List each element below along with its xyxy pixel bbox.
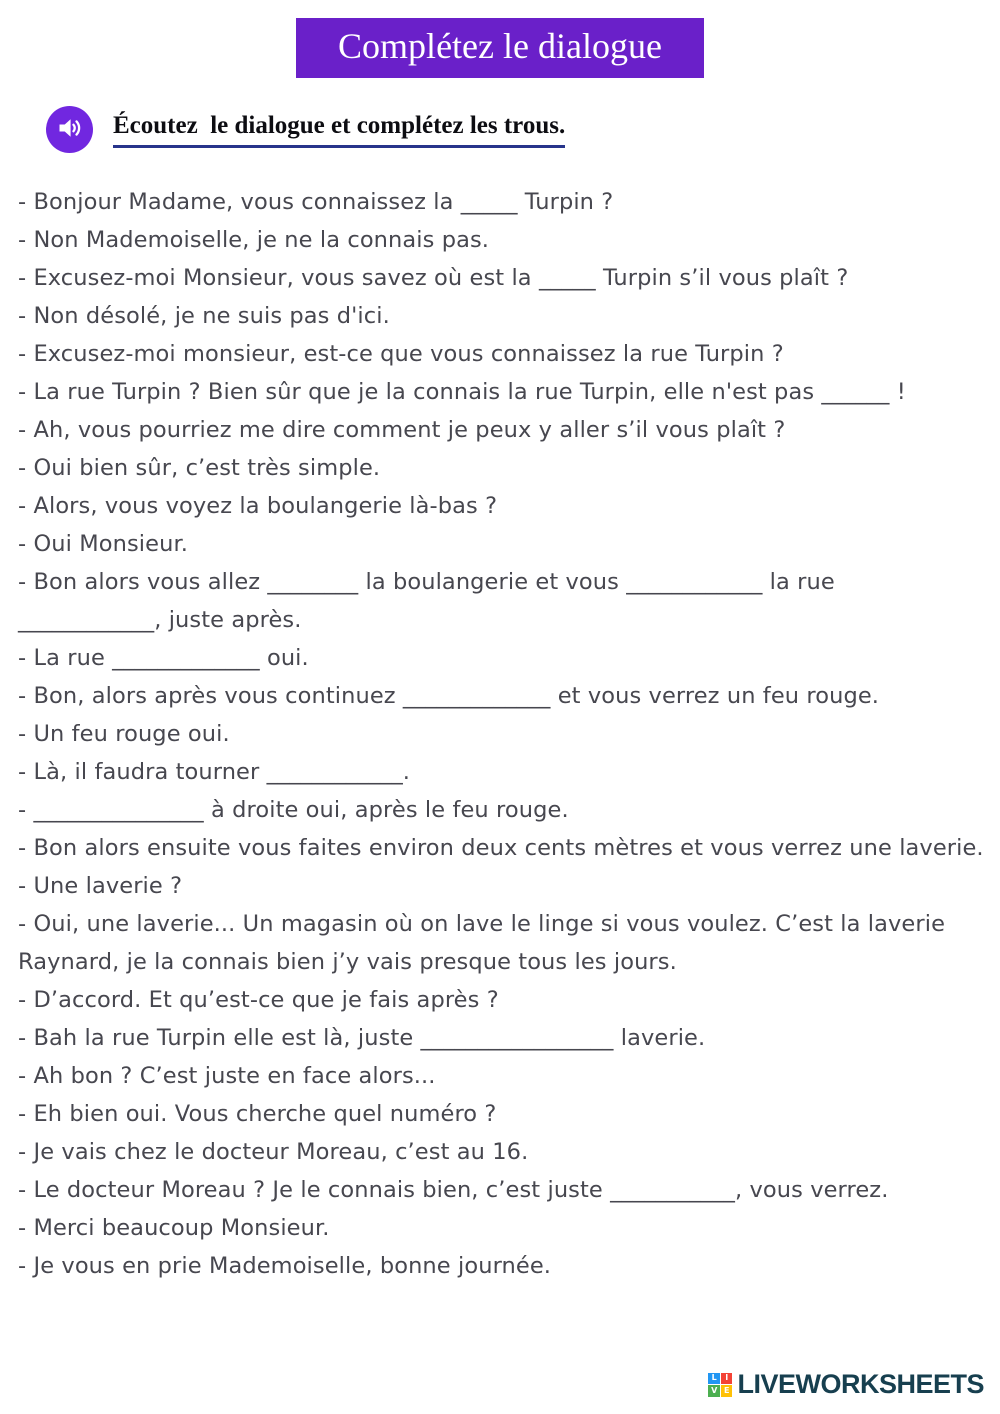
dialogue-line: - Non désolé, je ne suis pas d'ici. xyxy=(18,303,390,329)
logo-square: E xyxy=(721,1385,733,1397)
dialogue-line: - Une laverie ? xyxy=(18,873,183,899)
dialogue-line: - Excusez-moi Monsieur, vous savez où est la _____ Turpin s’il vous plaît ? xyxy=(18,265,849,291)
logo-square: L xyxy=(708,1373,720,1385)
dialogue-line: - _______________ à droite oui, après le feu rouge. xyxy=(18,797,569,823)
liveworksheets-icon xyxy=(708,1373,732,1397)
dialogue-line: - Oui bien sûr, c’est très simple. xyxy=(18,455,381,481)
page-title: Complétez le dialogue xyxy=(338,26,662,66)
dialogue-line: - Ah, vous pourriez me dire comment je peux y aller s’il vous plaît ? xyxy=(18,417,786,443)
dialogue-line: - Bonjour Madame, vous connaissez la _____ Turpin ? xyxy=(18,189,614,215)
dialogue-line: - Bon alors vous allez ________ la boulangerie et vous ____________ la rue ____________, juste après. xyxy=(18,569,835,633)
speaker-icon xyxy=(56,114,84,146)
title-banner xyxy=(296,18,704,78)
dialogue-line: - La rue Turpin ? Bien sûr que je la connais la rue Turpin, elle n'est pas ______ ! xyxy=(18,379,906,405)
dialogue-line: - Oui Monsieur. xyxy=(18,531,188,557)
dialogue-line: - Ah bon ? C’est juste en face alors... xyxy=(18,1063,436,1089)
logo-square: V xyxy=(708,1385,720,1397)
instruction-text: Écoutez le dialogue et complétez les trous. xyxy=(113,112,565,148)
dialogue-line: - Bon alors ensuite vous faites environ deux cents mètres et vous verrez une laverie. xyxy=(18,835,984,861)
dialogue-line: - Excusez-moi monsieur, est-ce que vous connaissez la rue Turpin ? xyxy=(18,341,784,367)
dialogue-line: - Alors, vous voyez la boulangerie là-bas ? xyxy=(18,493,498,519)
brand-name: LIVEWORKSHEETS xyxy=(737,1369,984,1399)
audio-play-button[interactable] xyxy=(46,106,93,153)
logo-square: I xyxy=(721,1373,733,1385)
dialogue-line: - La rue _____________ oui. xyxy=(18,645,309,671)
instruction-row xyxy=(46,106,1000,153)
dialogue-line: - Je vais chez le docteur Moreau, c’est au 16. xyxy=(18,1139,529,1165)
dialogue-line: - Bon, alors après vous continuez _____________ et vous verrez un feu rouge. xyxy=(18,683,880,709)
dialogue-line: - Là, il faudra tourner ____________. xyxy=(18,759,411,785)
dialogue-line: - D’accord. Et qu’est-ce que je fais après ? xyxy=(18,987,499,1013)
dialogue-line: - Non Mademoiselle, je ne la connais pas. xyxy=(18,227,490,253)
dialogue-line: - Eh bien oui. Vous cherche quel numéro ? xyxy=(18,1101,497,1127)
dialogue-line: - Je vous en prie Mademoiselle, bonne journée. xyxy=(18,1253,552,1279)
dialogue-line: - Bah la rue Turpin elle est là, juste _________________ laverie. xyxy=(18,1025,706,1051)
dialogue-line: - Le docteur Moreau ? Je le connais bien, c’est juste ___________, vous verrez. xyxy=(18,1177,889,1203)
dialogue xyxy=(18,183,985,1285)
dialogue-line: - Oui, une laverie... Un magasin où on lave le linge si vous voulez. C’est la laverie Raynard, je la connais bien j’y vais presque tous les jours. xyxy=(18,911,946,975)
dialogue-line: - Merci beaucoup Monsieur. xyxy=(18,1215,330,1241)
dialogue-line: - Un feu rouge oui. xyxy=(18,721,230,747)
liveworksheets-logo[interactable] xyxy=(708,1369,984,1400)
